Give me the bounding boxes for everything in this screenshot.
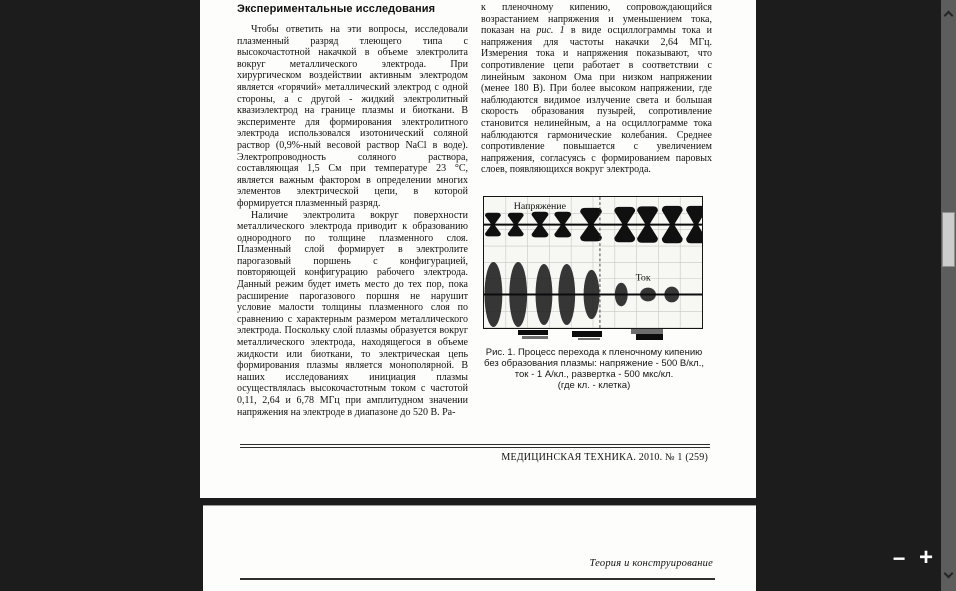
- paragraph-text: в виде осциллограммы тока и напряжения для частоты накачки 2,64 МГц. Измерения тока и напряжения показывают, что сопротивление цепи работает в соответствии с линейным законом Ома при низком напряжении (менее 180 В). При более высоком напряжении, где наблюдаются видимое излучение света и большая скорость образования пузырей, сопротивление становится нелинейным, а на осциллограмме тока наблюдаются гармонические колебания. Среднее сопротивление повышается с увеличением напряжения, согласуясь с формированием паровых слоев, появляющихся вокруг электрода.: [481, 25, 712, 176]
- figure-reference: рис. 1: [536, 25, 565, 37]
- footer-divider: [240, 444, 710, 448]
- vertical-scrollbar[interactable]: [941, 0, 956, 591]
- oscillogram-svg: [484, 197, 702, 328]
- paragraph: Чтобы ответить на эти вопросы, исследовали плазменный разряд тлеющего типа с высокочастотной накачкой в объеме электролита вокруг металлического электрода. При хирургическом воздействии активным электродом является «горячий» металлический электрод с одной стороны, а с другой - жидкий электролитный квазиэлектрод на границе плазмы и биоткани. В эксперименте для формирования электролитного электрода использовался изотонический соляной раствор (0,9%-ный весовой раствор NaCl в воде). Электропроводность соляного раствора, составляющая 1,5 См при температуре 23 °С, является важным фактором в определении многих элементов электрической цепи, в которой формируется плазменный разряд.: [237, 24, 468, 209]
- figure-caption: [481, 347, 707, 391]
- page-1: [200, 0, 756, 498]
- right-column: [481, 2, 712, 176]
- zoom-out-button[interactable]: −: [886, 546, 912, 572]
- caption-line: ток - 1 А/кл., развертка - 500 мкс/кл.: [514, 369, 674, 380]
- scroll-down-icon[interactable]: [944, 569, 954, 579]
- paragraph-text: к пленочному кипению, сопровождающийся возрастанием напряжения и уменьшением тока, показан на: [481, 2, 712, 37]
- current-trace-label: Ток: [635, 272, 651, 284]
- section-heading: Экспериментальные исследования: [237, 3, 436, 15]
- scrollbar-thumb[interactable]: [942, 212, 955, 267]
- caption-line: Рис. 1. Процесс перехода к пленочному кипению: [485, 347, 703, 358]
- scope-readout-block: [631, 329, 665, 341]
- oscillogram-figure: [483, 196, 703, 329]
- scope-readout-block: [518, 330, 550, 340]
- journal-footer: МЕДИЦИНСКАЯ ТЕХНИКА. 2010. № 1 (259): [501, 452, 708, 463]
- scope-readout-block: [572, 331, 604, 341]
- running-head-rule: [240, 578, 715, 580]
- zoom-in-button[interactable]: +: [913, 544, 939, 572]
- paragraph: [481, 2, 712, 176]
- left-column: [237, 2, 468, 418]
- paragraph: Наличие электролита вокруг поверхности металлического электрода приводит к образованию однородного по толщине плазменного слоя. Плазменный слой формирует в электролите парогазовый поршень с конфигурацией, повторяющей конфигурацию рабочего электрода. Данный режим будет иметь место до тех пор, пока расширение парогазового поршня не нарушит условие малости толщины плазменного слоя по сравнению с характерным размером металлического электрода. Поскольку слой плазмы образуется вокруг металлического электрода, находящегося в объеме жидкости или биоткани, то электрическая цепь формирования плазмы является монополярной. В наших исследованиях инициация плазмы осуществлялась высокочастотным током с частотой 0,11, 2,64 и 6,78 МГц при амплитудном значении напряжения на электроде в диапазоне до 520 В. Ра-: [237, 209, 468, 418]
- caption-line: (где кл. - клетка): [557, 380, 631, 391]
- running-head: Теория и конструирование: [589, 558, 713, 569]
- caption-line: без образования плазмы: напряжение - 500 В/кл.,: [483, 358, 704, 369]
- scroll-up-icon[interactable]: [944, 11, 954, 21]
- voltage-trace-label: Напряжение: [513, 200, 566, 212]
- page-2: [203, 505, 756, 591]
